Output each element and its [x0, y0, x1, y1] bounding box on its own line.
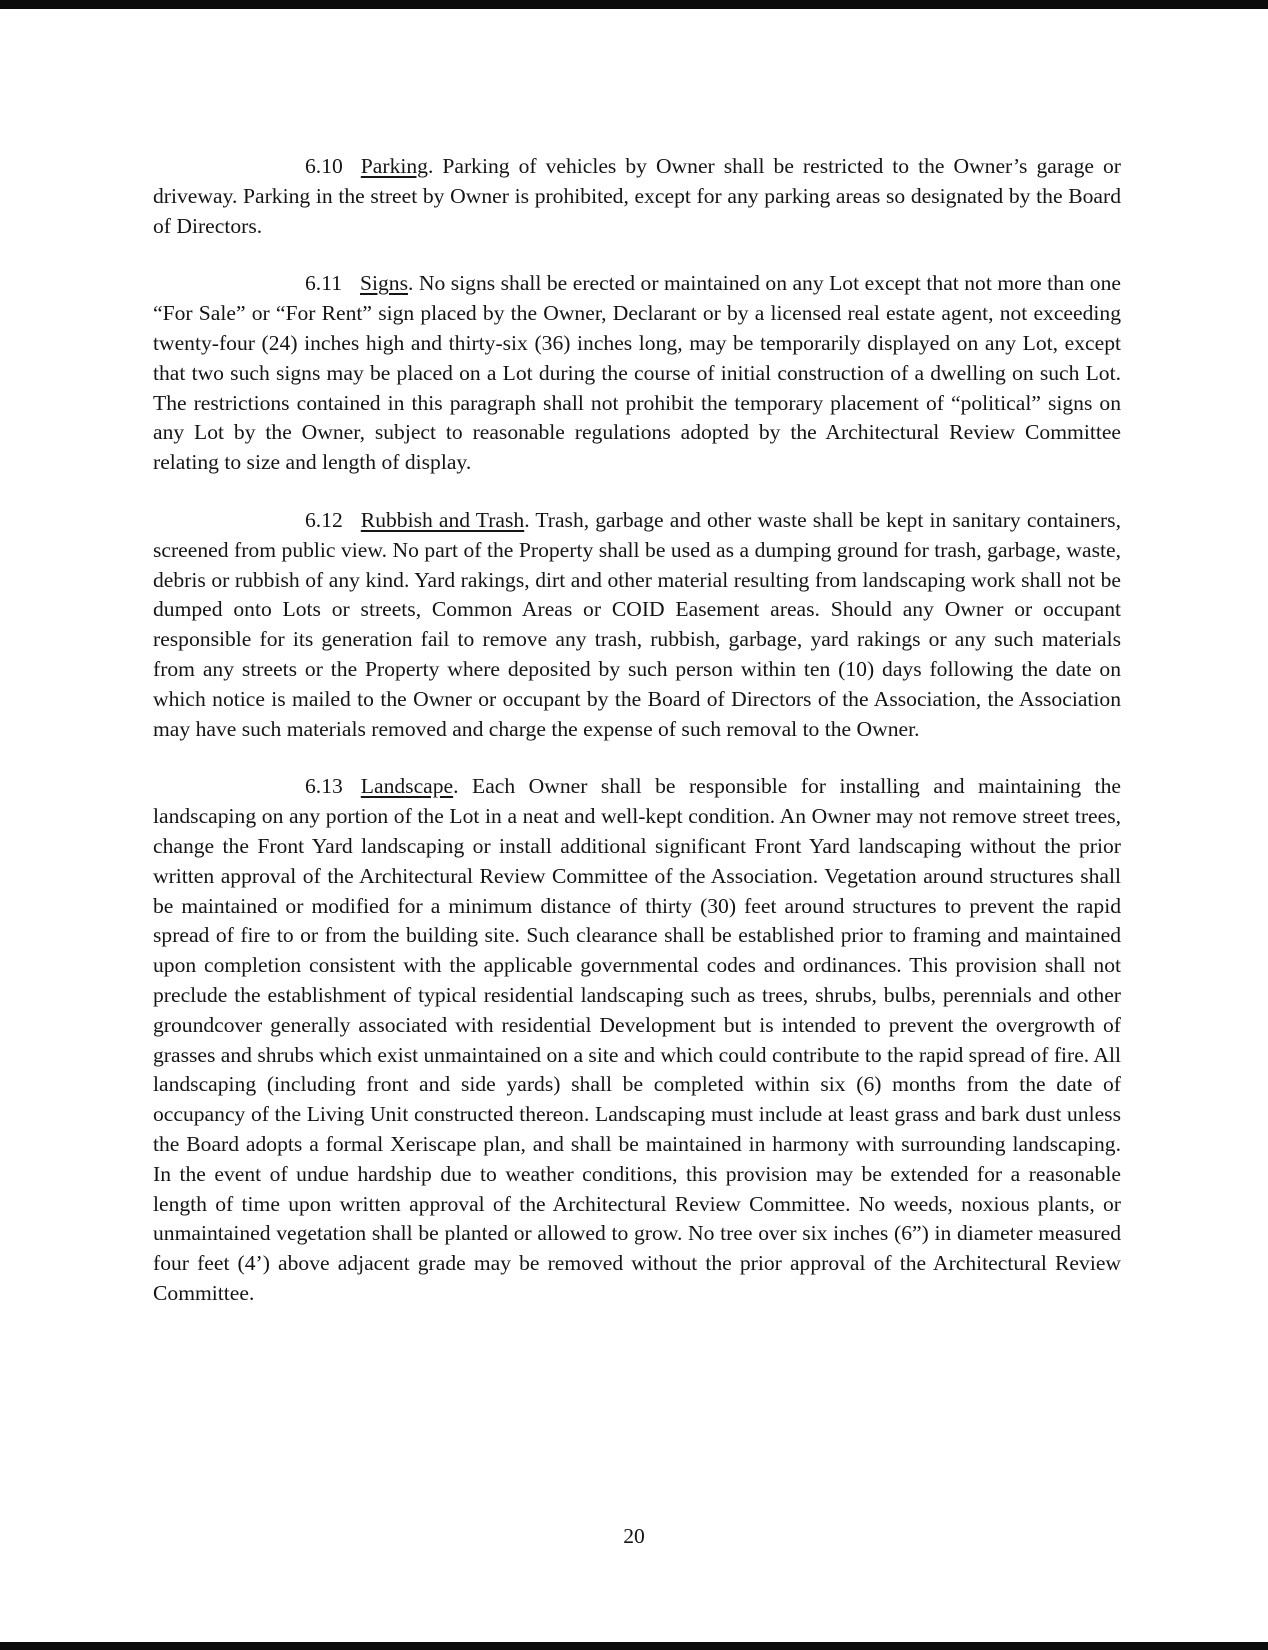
- scan-border-bottom: [0, 1642, 1268, 1650]
- page-number: 20: [623, 1524, 645, 1548]
- section-title: Signs: [360, 271, 409, 296]
- section-number: 6.11: [305, 271, 342, 296]
- section-6-13-landscape: [153, 772, 1121, 1308]
- section-title: Parking: [360, 154, 428, 178]
- section-body: . Each Owner shall be responsible for installing and maintaining the landscaping on any portion of the Lot in a neat and well-kept condition. An Owner may not remove street trees, change the Front Yard landscaping or install additional significant Front Yard landscaping without the prior written approval of the Architectural Review Committee of the Association. Vegetation around structures shall be maintained or modified for a minimum distance of thirty (30) feet around structures to prevent the rapid spread of fire to or from the building site. Such clearance shall be established prior to framing and maintained upon completion consistent with the applicable governmental codes and ordinances. This provision shall not preclude the establishment of typical residential landscaping such as trees, shrubs, bulbs, perennials and other groundcover generally associated with residential Development but is intended to prevent the overgrowth of grasses and shrubs which exist unmaintained on a site and which could contribute to the rapid spread of fire. All landscaping (including front and side yards) shall be completed within six (6) months from the date of occupancy of the Living Unit constructed thereon. Landscaping must include at least grass and bark dust unless the Board adopts a formal Xeriscape plan, and shall be maintained in harmony with surrounding landscaping. In the event of undue hardship due to weather conditions, this provision may be extended for a reasonable length of time upon written approval of the Architectural Review Committee. No weeds, noxious plants, or unmaintained vegetation shall be planted or allowed to grow. No tree over six inches (6”) in diameter measured four feet (4’) above adjacent grade may be removed without the prior approval of the Architectural Review Committee.: [153, 774, 1121, 1305]
- document-page: [153, 152, 1121, 1337]
- section-6-11-signs: [153, 269, 1121, 478]
- section-body: . No signs shall be erected or maintained on any Lot except that not more than one “For Sale” or “For Rent” sign placed by the Owner, Declarant or by a licensed real estate agent, not exceeding twenty-four (24) inches high and thirty-six (36) inches long, may be temporarily displayed on any Lot, except that two such signs may be placed on a Lot during the course of initial construction of a dwelling on such Lot. The restrictions contained in this paragraph shall not prohibit the temporary placement of “political” signs on any Lot by the Owner, subject to reasonable regulations adopted by the Architectural Review Committee relating to size and length of display.: [153, 271, 1121, 475]
- section-6-10-parking: [153, 152, 1121, 241]
- section-number: 6.13: [305, 774, 343, 799]
- section-number: 6.12: [305, 507, 343, 532]
- section-body: . Parking of vehicles by Owner shall be restricted to the Owner’s garage or driveway. Parking in the street by Owner is prohibited, except for any parking areas so designated by the Board of Directors.: [153, 154, 1121, 238]
- section-body: . Trash, garbage and other waste shall be kept in sanitary containers, screened from public view. No part of the Property shall be used as a dumping ground for trash, garbage, waste, debris or rubbish of any kind. Yard rakings, dirt and other material resulting from landscaping work shall not be dumped onto Lots or streets, Common Areas or COID Easement areas. Should any Owner or occupant responsible for its generation fail to remove any trash, rubbish, garbage, yard rakings or any such materials from any streets or the Property where deposited by such person within ten (10) days following the date on which notice is mailed to the Owner or occupant by the Board of Directors of the Association, the Association may have such materials removed and charge the expense of such removal to the Owner.: [153, 507, 1121, 741]
- section-title: Landscape: [360, 774, 454, 799]
- scan-border-top: [0, 0, 1268, 9]
- section-title: Rubbish and Trash: [360, 507, 525, 532]
- section-number: 6.10: [305, 154, 343, 178]
- section-6-12-rubbish-and-trash: [153, 506, 1121, 744]
